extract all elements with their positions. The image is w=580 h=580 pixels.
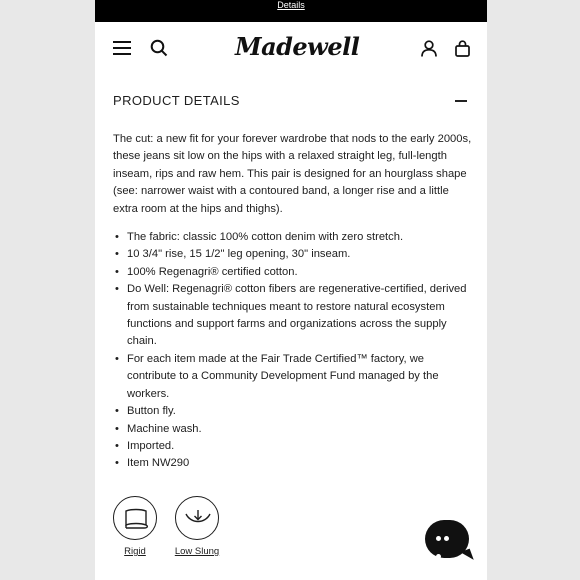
list-item: • For each item made at the Fair Trade Certified™ factory, we contribute to a Community Development Fund managed by the workers. [113, 351, 473, 403]
site-header [95, 22, 487, 74]
chat-bubble-tail [460, 549, 474, 564]
list-item: • Do Well: Regenagri® cotton fibers are regenerative-certified, derived from sustainable techniques meant to restore natural ecosystem functions and support farms and organizations across the supply chain. [113, 281, 473, 351]
low-rise-icon [184, 505, 212, 533]
fit-badge-circle [175, 496, 219, 540]
fit-badge-circle [113, 496, 157, 540]
fit-badge-low-slung[interactable] [167, 496, 227, 557]
chat-button[interactable] [425, 520, 469, 558]
promo-link[interactable]: Details [277, 0, 305, 10]
fit-badge-rigid[interactable] [105, 496, 165, 557]
fabric-roll-icon [122, 505, 150, 533]
list-item: • Item NW290 [113, 455, 473, 472]
details-list [113, 229, 473, 473]
list-item: • 10 3/4" rise, 15 1/2" leg opening, 30" inseam. [113, 246, 473, 263]
list-item: • Imported. [113, 438, 473, 455]
list-item: • The fabric: classic 100% cotton denim with zero stretch. [113, 229, 473, 246]
fit-badge-label[interactable]: Rigid [124, 546, 146, 557]
list-item: • Button fly. [113, 403, 473, 420]
chat-bubble-icon [436, 536, 458, 542]
list-item: • 100% Regenagri® certified cotton. [113, 264, 473, 281]
hamburger-menu-icon[interactable] [113, 40, 131, 56]
fit-badge-label[interactable]: Low Slung [174, 546, 220, 557]
collapse-minus-icon[interactable] [455, 100, 467, 102]
list-item: • Machine wash. [113, 421, 473, 438]
account-icon[interactable] [421, 40, 437, 57]
section-title: PRODUCT DETAILS [113, 93, 240, 108]
search-icon[interactable] [150, 39, 168, 57]
promo-bar [95, 0, 487, 22]
product-details-content [113, 131, 473, 473]
product-page [95, 0, 487, 580]
brand-logo[interactable]: Madewell [235, 32, 360, 61]
fit-description: The cut: a new fit for your forever wardrobe that nods to the early 2000s, these jeans sit low on the hips with a relaxed straight leg, full-length inseam, rips and raw hem. This pair is designed for an hourglass shape (see: narrower waist with a contoured band, a longer rise and a little extra room at the hips and thighs). [113, 133, 472, 215]
product-details-toggle[interactable] [113, 90, 469, 112]
shopping-bag-icon[interactable] [455, 40, 470, 57]
